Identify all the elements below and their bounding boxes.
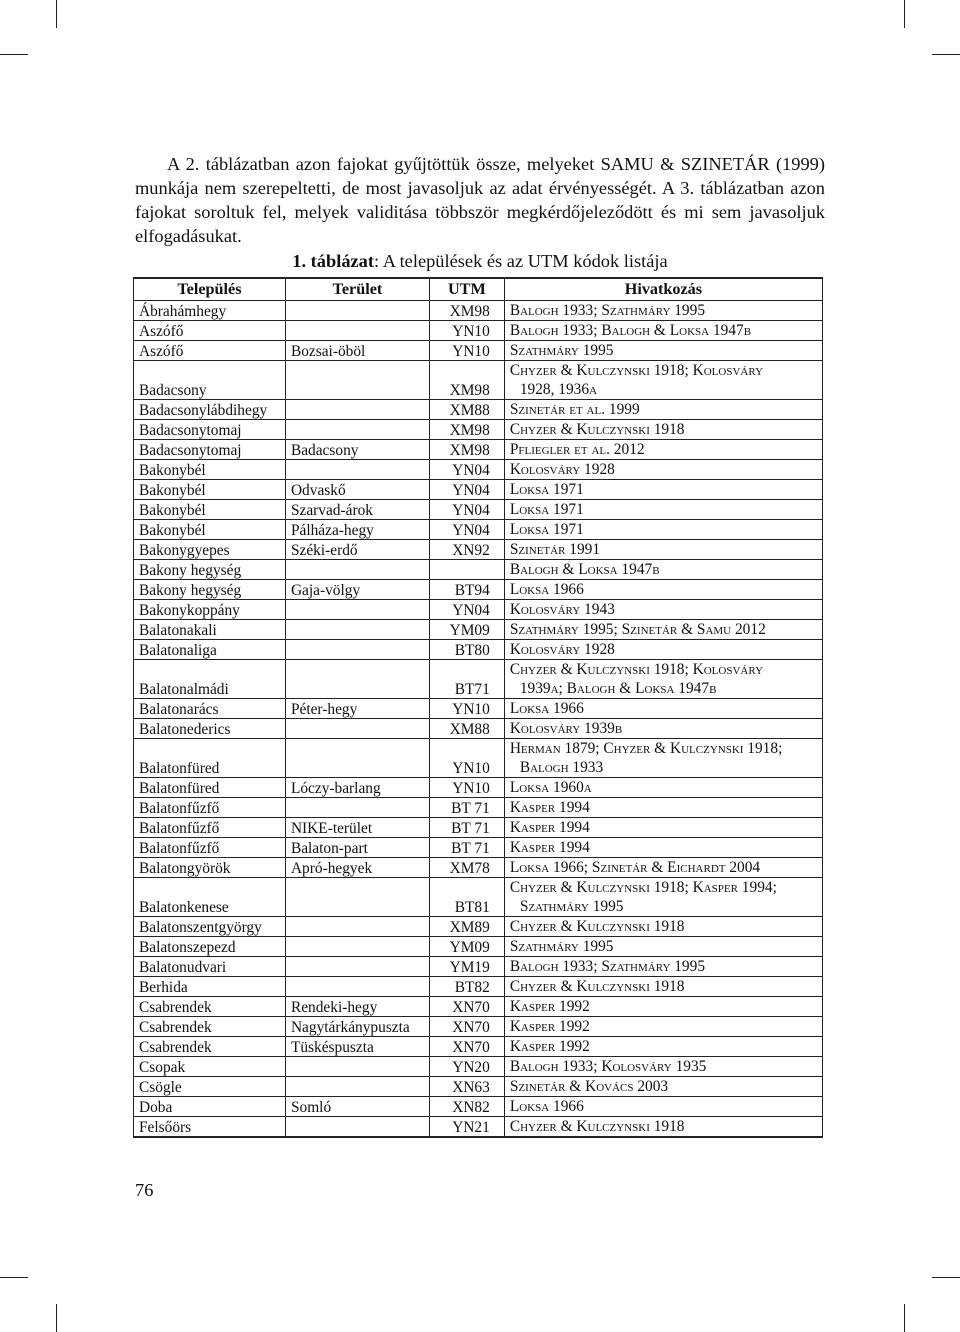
cell-terulet — [285, 600, 429, 620]
cell-telepules: Bakony hegység — [134, 580, 286, 600]
header-utm: UTM — [429, 278, 504, 301]
cell-terulet: Pálháza-hegy — [285, 520, 429, 540]
cell-utm: YN04 — [429, 520, 504, 540]
cell-telepules: Aszófő — [134, 341, 286, 361]
settlements-table — [133, 277, 823, 1138]
reference-line: Balogh 1933; Balogh & Loksa 1947b — [509, 322, 752, 339]
reference-line: Kolosváry 1943 — [509, 601, 615, 618]
reference-line: Loksa 1966 — [509, 1098, 584, 1115]
table-row — [134, 301, 823, 321]
table-row — [134, 957, 823, 977]
crop-mark — [932, 54, 960, 55]
cell-telepules: Bakonybél — [134, 460, 286, 480]
reference-line: Balogh 1933; Szathmáry 1995 — [509, 302, 706, 319]
cell-telepules: Balatonfűzfő — [134, 798, 286, 818]
table-row — [134, 1097, 823, 1117]
cell-terulet: Apró-hegyek — [285, 858, 429, 878]
table-caption — [135, 250, 825, 272]
cell-telepules: Balatonfüred — [134, 739, 286, 778]
cell-utm: XN92 — [429, 540, 504, 560]
cell-hivatkozas — [504, 620, 822, 640]
reference-line: Szinetár et al. 1999 — [509, 401, 640, 418]
cell-terulet — [285, 917, 429, 937]
cell-hivatkozas — [504, 878, 822, 917]
table-row — [134, 719, 823, 739]
cell-terulet: Nagytárkánypuszta — [285, 1017, 429, 1037]
cell-hivatkozas — [504, 500, 822, 520]
cell-telepules: Aszófő — [134, 321, 286, 341]
cell-terulet — [285, 400, 429, 420]
table-row — [134, 480, 823, 500]
table-row — [134, 977, 823, 997]
page-number: 76 — [135, 1180, 154, 1200]
table-row — [134, 361, 823, 400]
cell-terulet — [285, 321, 429, 341]
table-row — [134, 937, 823, 957]
cell-utm: XM88 — [429, 400, 504, 420]
table-row — [134, 1017, 823, 1037]
crop-mark — [56, 0, 57, 28]
cell-utm: YN10 — [429, 321, 504, 341]
cell-telepules: Balatonaliga — [134, 640, 286, 660]
cell-utm: YM19 — [429, 957, 504, 977]
cell-terulet: Odvaskő — [285, 480, 429, 500]
cell-hivatkozas — [504, 739, 822, 778]
cell-utm: XN70 — [429, 997, 504, 1017]
cell-terulet — [285, 878, 429, 917]
cell-utm: YN21 — [429, 1117, 504, 1138]
cell-utm: XM88 — [429, 719, 504, 739]
cell-utm: YM09 — [429, 620, 504, 640]
reference-line-continued: Szathmáry 1995 — [519, 898, 624, 915]
cell-hivatkozas — [504, 699, 822, 719]
reference-line: Chyzer & Kulczynski 1918; Kolosváry — [509, 661, 764, 678]
table-row — [134, 739, 823, 778]
cell-utm: YN04 — [429, 480, 504, 500]
cell-hivatkozas — [504, 580, 822, 600]
reference-line: Kolosváry 1939b — [509, 720, 623, 737]
reference-line: Chyzer & Kulczynski 1918 — [509, 1118, 685, 1135]
cell-utm: YN10 — [429, 739, 504, 778]
cell-telepules: Badacsonytomaj — [134, 440, 286, 460]
crop-mark — [904, 0, 905, 28]
cell-terulet — [285, 660, 429, 699]
cell-utm: BT81 — [429, 878, 504, 917]
table-row — [134, 1057, 823, 1077]
cell-terulet — [285, 1077, 429, 1097]
table-row — [134, 640, 823, 660]
cell-hivatkozas — [504, 540, 822, 560]
cell-terulet: Szarvad-árok — [285, 500, 429, 520]
cell-hivatkozas — [504, 520, 822, 540]
cell-utm: BT71 — [429, 660, 504, 699]
cell-terulet — [285, 361, 429, 400]
table-row — [134, 778, 823, 798]
cell-utm: BT80 — [429, 640, 504, 660]
table-row — [134, 460, 823, 480]
table-row — [134, 520, 823, 540]
cell-hivatkozas — [504, 361, 822, 400]
crop-mark — [932, 1277, 960, 1278]
cell-telepules: Balatonfűzfő — [134, 838, 286, 858]
cell-hivatkozas — [504, 600, 822, 620]
cell-terulet — [285, 719, 429, 739]
cell-terulet: Rendeki-hegy — [285, 997, 429, 1017]
cell-hivatkozas — [504, 400, 822, 420]
cell-hivatkozas — [504, 957, 822, 977]
table-row — [134, 1077, 823, 1097]
reference-line: Balogh 1933; Szathmáry 1995 — [509, 958, 706, 975]
reference-line: Loksa 1966; Szinetár & Eichardt 2004 — [509, 859, 761, 876]
cell-hivatkozas — [504, 460, 822, 480]
cell-utm: BT 71 — [429, 818, 504, 838]
cell-terulet — [285, 640, 429, 660]
cell-hivatkozas — [504, 660, 822, 699]
cell-utm: XM98 — [429, 440, 504, 460]
table-row — [134, 400, 823, 420]
cell-telepules: Balatonszepezd — [134, 937, 286, 957]
reference-line: Kasper 1992 — [509, 1018, 590, 1035]
cell-utm: XM98 — [429, 420, 504, 440]
cell-hivatkozas — [504, 798, 822, 818]
cell-hivatkozas — [504, 997, 822, 1017]
cell-telepules: Balatongyörök — [134, 858, 286, 878]
cell-telepules: Balatonfüred — [134, 778, 286, 798]
cell-utm: XN70 — [429, 1037, 504, 1057]
crop-mark — [0, 54, 28, 55]
cell-hivatkozas — [504, 640, 822, 660]
cell-hivatkozas — [504, 1057, 822, 1077]
cell-terulet — [285, 620, 429, 640]
cell-hivatkozas — [504, 321, 822, 341]
cell-hivatkozas — [504, 1037, 822, 1057]
table-caption-label: 1. táblázat — [292, 251, 375, 271]
table-row — [134, 560, 823, 580]
cell-telepules: Berhida — [134, 977, 286, 997]
cell-terulet — [285, 937, 429, 957]
cell-telepules: Balatonederics — [134, 719, 286, 739]
reference-line: Kasper 1994 — [509, 819, 590, 836]
cell-utm: YN20 — [429, 1057, 504, 1077]
header-telepules: Település — [134, 278, 286, 301]
reference-line: Kasper 1994 — [509, 839, 590, 856]
cell-utm: YN04 — [429, 500, 504, 520]
cell-terulet: Tüskéspuszta — [285, 1037, 429, 1057]
cell-hivatkozas — [504, 838, 822, 858]
table-header-row — [134, 278, 823, 301]
header-hivatkozas: Hivatkozás — [504, 278, 822, 301]
cell-utm: BT 71 — [429, 798, 504, 818]
cell-telepules: Bakonygyepes — [134, 540, 286, 560]
cell-hivatkozas — [504, 420, 822, 440]
cell-utm: BT 71 — [429, 838, 504, 858]
cell-terulet: Bozsai-öböl — [285, 341, 429, 361]
cell-terulet — [285, 1117, 429, 1138]
reference-line: Kasper 1994 — [509, 799, 590, 816]
cell-utm: YN10 — [429, 341, 504, 361]
table-row — [134, 818, 823, 838]
cell-telepules: Felsőörs — [134, 1117, 286, 1138]
cell-hivatkozas — [504, 778, 822, 798]
cell-telepules: Balatonudvari — [134, 957, 286, 977]
table-row — [134, 600, 823, 620]
cell-hivatkozas — [504, 858, 822, 878]
cell-utm: XN63 — [429, 1077, 504, 1097]
reference-line: Kolosváry 1928 — [509, 461, 615, 478]
cell-telepules: Bakonykoppány — [134, 600, 286, 620]
cell-utm: YM09 — [429, 937, 504, 957]
cell-telepules: Bakony hegység — [134, 560, 286, 580]
reference-line: Chyzer & Kulczynski 1918; Kasper 1994; — [509, 879, 777, 896]
reference-line: Balogh & Loksa 1947b — [509, 561, 660, 578]
table-row — [134, 798, 823, 818]
table-row — [134, 420, 823, 440]
reference-line-continued: 1928, 1936a — [519, 381, 598, 398]
cell-utm: XM98 — [429, 301, 504, 321]
cell-terulet — [285, 460, 429, 480]
table-row — [134, 540, 823, 560]
cell-terulet — [285, 301, 429, 321]
cell-hivatkozas — [504, 480, 822, 500]
reference-line: Loksa 1971 — [509, 501, 584, 518]
table-row — [134, 878, 823, 917]
cell-telepules: Bakonybél — [134, 520, 286, 540]
table-row — [134, 917, 823, 937]
cell-utm: YN10 — [429, 778, 504, 798]
table-row — [134, 699, 823, 719]
cell-utm: XM78 — [429, 858, 504, 878]
cell-terulet: Péter-hegy — [285, 699, 429, 719]
reference-line: Chyzer & Kulczynski 1918 — [509, 918, 685, 935]
cell-utm: XN82 — [429, 1097, 504, 1117]
reference-line: Kasper 1992 — [509, 1038, 590, 1055]
cell-terulet — [285, 739, 429, 778]
intro-text: A 2. táblázatban azon fajokat gyűjtöttük össze, melyeket SAMU & SZINETÁR (1999) munkája nem szerepeltetti, de most javasoljuk az adat érvényességét. A 3. táblázatban azon fajokat soroltuk fel, melyek validitása többször megkérdőjeleződött és mi sem javasoljuk elfogadásukat. — [135, 154, 825, 246]
table-row — [134, 500, 823, 520]
reference-line: Chyzer & Kulczynski 1918 — [509, 421, 685, 438]
table-row — [134, 321, 823, 341]
table-caption-text: : A települések és az UTM kódok listája — [374, 251, 668, 271]
cell-utm — [429, 560, 504, 580]
cell-utm: YN04 — [429, 460, 504, 480]
cell-hivatkozas — [504, 1117, 822, 1138]
cell-hivatkozas — [504, 818, 822, 838]
crop-mark — [904, 1304, 905, 1332]
reference-line: Szathmáry 1995; Szinetár & Samu 2012 — [509, 621, 766, 638]
reference-line: Herman 1879; Chyzer & Kulczynski 1918; — [509, 740, 783, 757]
reference-line: Loksa 1966 — [509, 700, 584, 717]
cell-terulet: Gaja-völgy — [285, 580, 429, 600]
cell-telepules: Badacsonylábdihegy — [134, 400, 286, 420]
reference-line: Szathmáry 1995 — [509, 342, 614, 359]
cell-hivatkozas — [504, 977, 822, 997]
reference-line: Kolosváry 1928 — [509, 641, 615, 658]
cell-terulet: Lóczy-barlang — [285, 778, 429, 798]
cell-terulet: Széki-erdő — [285, 540, 429, 560]
cell-hivatkozas — [504, 440, 822, 460]
cell-utm: XM89 — [429, 917, 504, 937]
cell-terulet — [285, 560, 429, 580]
table-row — [134, 580, 823, 600]
table-row — [134, 1037, 823, 1057]
cell-telepules: Doba — [134, 1097, 286, 1117]
cell-telepules: Balatonszentgyörgy — [134, 917, 286, 937]
cell-terulet — [285, 1057, 429, 1077]
cell-terulet: Balaton-part — [285, 838, 429, 858]
table-row — [134, 1117, 823, 1138]
reference-line-continued: 1939a; Balogh & Loksa 1947b — [519, 680, 717, 697]
cell-utm: YN04 — [429, 600, 504, 620]
table-body — [134, 301, 823, 1138]
cell-telepules: Balatonkenese — [134, 878, 286, 917]
table-row — [134, 997, 823, 1017]
cell-terulet — [285, 420, 429, 440]
reference-line: Balogh 1933; Kolosváry 1935 — [509, 1058, 707, 1075]
reference-line: Pfliegler et al. 2012 — [509, 441, 645, 458]
reference-line: Szinetár & Kovács 2003 — [509, 1078, 669, 1095]
cell-utm: BT82 — [429, 977, 504, 997]
reference-line: Loksa 1960a — [509, 779, 592, 796]
cell-hivatkozas — [504, 937, 822, 957]
header-terulet: Terület — [285, 278, 429, 301]
cell-hivatkozas — [504, 719, 822, 739]
cell-hivatkozas — [504, 1017, 822, 1037]
cell-telepules: Bakonybél — [134, 500, 286, 520]
cell-hivatkozas — [504, 1077, 822, 1097]
cell-telepules: Badacsonytomaj — [134, 420, 286, 440]
cell-terulet — [285, 798, 429, 818]
cell-telepules: Balatonfűzfő — [134, 818, 286, 838]
table-row — [134, 440, 823, 460]
cell-telepules: Ábrahámhegy — [134, 301, 286, 321]
reference-line: Loksa 1971 — [509, 521, 584, 538]
cell-utm: XN70 — [429, 1017, 504, 1037]
cell-telepules: Badacsony — [134, 361, 286, 400]
table-row — [134, 838, 823, 858]
reference-line: Szinetár 1991 — [509, 541, 601, 558]
table-row — [134, 620, 823, 640]
reference-line: Chyzer & Kulczynski 1918; Kolosváry — [509, 362, 764, 379]
cell-telepules: Balatonarács — [134, 699, 286, 719]
cell-terulet: Somló — [285, 1097, 429, 1117]
cell-terulet — [285, 977, 429, 997]
crop-mark — [56, 1304, 57, 1332]
reference-line: Loksa 1971 — [509, 481, 584, 498]
reference-line-continued: Balogh 1933 — [519, 759, 604, 776]
intro-paragraph — [135, 152, 825, 248]
cell-telepules: Csögle — [134, 1077, 286, 1097]
table-row — [134, 858, 823, 878]
cell-telepules: Bakonybél — [134, 480, 286, 500]
reference-line: Loksa 1966 — [509, 581, 584, 598]
cell-telepules: Balatonakali — [134, 620, 286, 640]
cell-telepules: Csopak — [134, 1057, 286, 1077]
cell-terulet: Badacsony — [285, 440, 429, 460]
reference-line: Chyzer & Kulczynski 1918 — [509, 978, 685, 995]
cell-terulet: NIKE-terület — [285, 818, 429, 838]
cell-hivatkozas — [504, 560, 822, 580]
cell-hivatkozas — [504, 917, 822, 937]
reference-line: Szathmáry 1995 — [509, 938, 614, 955]
cell-utm: BT94 — [429, 580, 504, 600]
cell-utm: XM98 — [429, 361, 504, 400]
cell-telepules: Balatonalmádi — [134, 660, 286, 699]
cell-hivatkozas — [504, 341, 822, 361]
table-row — [134, 341, 823, 361]
table-row — [134, 660, 823, 699]
cell-hivatkozas — [504, 1097, 822, 1117]
crop-mark — [0, 1277, 28, 1278]
cell-hivatkozas — [504, 301, 822, 321]
reference-line: Kasper 1992 — [509, 998, 590, 1015]
cell-terulet — [285, 957, 429, 977]
cell-telepules: Csabrendek — [134, 997, 286, 1017]
cell-utm: YN10 — [429, 699, 504, 719]
cell-telepules: Csabrendek — [134, 1017, 286, 1037]
cell-telepules: Csabrendek — [134, 1037, 286, 1057]
